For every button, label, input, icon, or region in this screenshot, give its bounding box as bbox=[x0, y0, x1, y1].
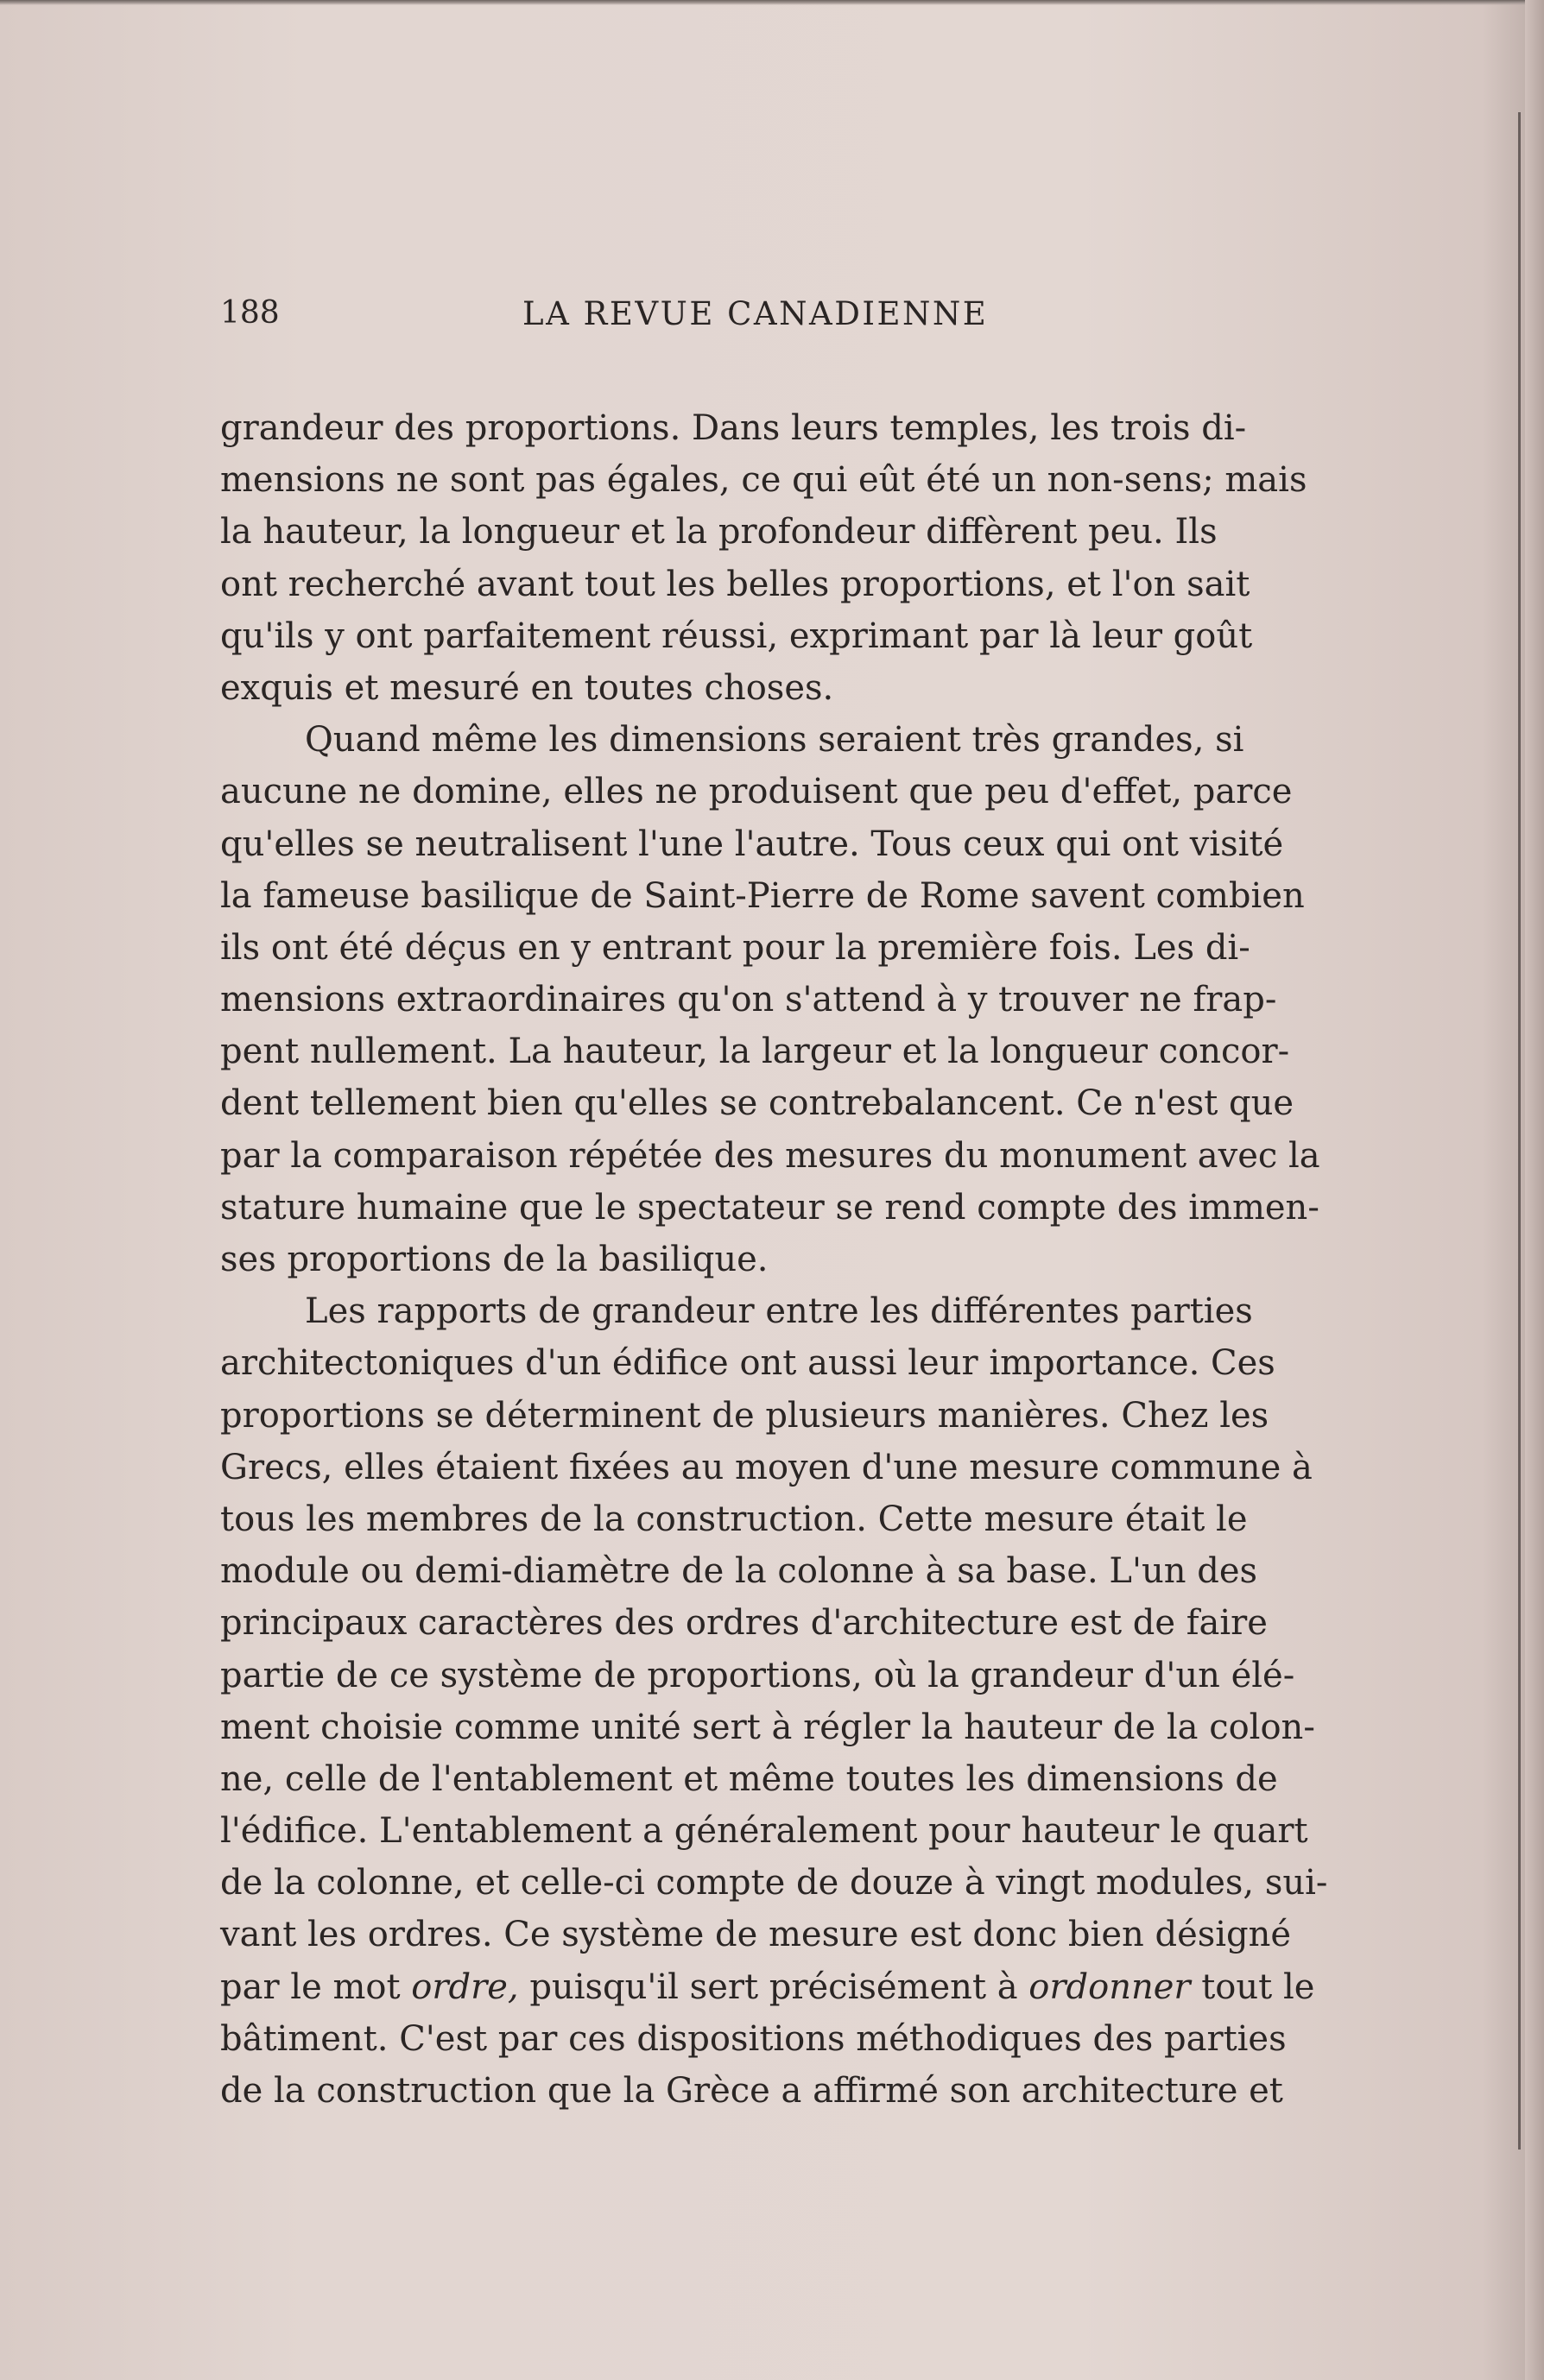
text-line: Grecs, elles étaient fixées au moyen d'une mesure commune à bbox=[220, 1447, 1313, 1487]
text-segment: tout le bbox=[1190, 1966, 1315, 2007]
text-line: ment choisie comme unité sert à régler la hauteur de la colon- bbox=[220, 1707, 1315, 1747]
text-line: par la comparaison répétée des mesures du monument avec la bbox=[220, 1135, 1320, 1176]
page-right-edge bbox=[1525, 0, 1544, 2380]
text-line: pent nullement. La hauteur, la largeur et la longueur concor- bbox=[220, 1032, 1290, 1072]
text-line: de la construction que la Grèce a affirmé son architecture et bbox=[220, 2071, 1283, 2111]
text-line: l'édifice. L'entablement a généralement pour hauteur le quart bbox=[220, 1811, 1308, 1852]
text-line: tous les membres de la construction. Cette mesure était le bbox=[220, 1499, 1248, 1539]
text-line: la hauteur, la longueur et la profondeur diffèrent peu. Ils bbox=[220, 512, 1218, 552]
italic-word-ordonner: ordonner bbox=[1028, 1966, 1191, 2007]
paragraph-first-line: Quand même les dimensions seraient très grandes, si bbox=[305, 720, 1244, 761]
text-line: aucune ne domine, elles ne produisent que peu d'effet, parce bbox=[220, 772, 1293, 812]
text-line: bâtiment. C'est par ces dispositions méthodiques des parties bbox=[220, 2018, 1287, 2059]
text-line: ont recherché avant tout les belles proportions, et l'on sait bbox=[220, 564, 1250, 604]
text-line: ils ont été déçus en y entrant pour la première fois. Les di- bbox=[220, 927, 1250, 968]
text-line: qu'ils y ont parfaitement réussi, exprimant par là leur goût bbox=[220, 616, 1253, 656]
text-line: mensions ne sont pas égales, ce qui eût été un non-sens; mais bbox=[220, 460, 1307, 501]
body-text bbox=[220, 402, 1328, 2117]
text-line: grandeur des proportions. Dans leurs temples, les trois di- bbox=[220, 408, 1247, 448]
binding-shadow-line bbox=[1518, 112, 1521, 2150]
text-line-with-italics bbox=[220, 1961, 1321, 2013]
text-line: de la colonne, et celle-ci compte de douze à vingt modules, sui- bbox=[220, 1863, 1328, 1903]
paragraph-first-line: Les rapports de grandeur entre les différentes parties bbox=[305, 1291, 1253, 1332]
page-number: 188 bbox=[220, 295, 280, 331]
text-line: exquis et mesuré en toutes choses. bbox=[220, 667, 834, 708]
italic-word-ordre: ordre, bbox=[411, 1966, 519, 2007]
text-line: module ou demi-diamètre de la colonne à sa base. L'un des bbox=[220, 1551, 1258, 1592]
text-line: proportions se déterminent de plusieurs manières. Chez les bbox=[220, 1395, 1269, 1436]
text-line: la fameuse basilique de Saint-Pierre de Rome savent combien bbox=[220, 875, 1305, 916]
text-line: mensions extraordinaires qu'on s'attend à y trouver ne frap- bbox=[220, 980, 1277, 1020]
text-line: ses proportions de la basilique. bbox=[220, 1240, 769, 1279]
page-header bbox=[220, 295, 1343, 347]
text-line: ne, celle de l'entablement et même toutes les dimensions de bbox=[220, 1758, 1278, 1799]
text-segment: puisqu'il sert précisément à bbox=[518, 1966, 1029, 2007]
text-line: qu'elles se neutralisent l'une l'autre. Tous ceux qui ont visité bbox=[220, 824, 1284, 864]
text-line: architectoniques d'un édifice ont aussi leur importance. Ces bbox=[220, 1343, 1275, 1384]
running-title: LA REVUE CANADIENNE bbox=[522, 295, 989, 332]
text-line: partie de ce système de proportions, où la grandeur d'un élé- bbox=[220, 1655, 1295, 1695]
text-line: vant les ordres. Ce système de mesure est donc bien désigné bbox=[220, 1915, 1292, 1955]
text-line: principaux caractères des ordres d'architecture est de faire bbox=[220, 1603, 1268, 1644]
text-segment: par le mot bbox=[220, 1966, 412, 2007]
text-line: stature humaine que le spectateur se rend compte des immen- bbox=[220, 1187, 1319, 1228]
text-line: dent tellement bien qu'elles se contrebalancent. Ce n'est que bbox=[220, 1083, 1294, 1124]
page-top-edge bbox=[0, 0, 1544, 5]
